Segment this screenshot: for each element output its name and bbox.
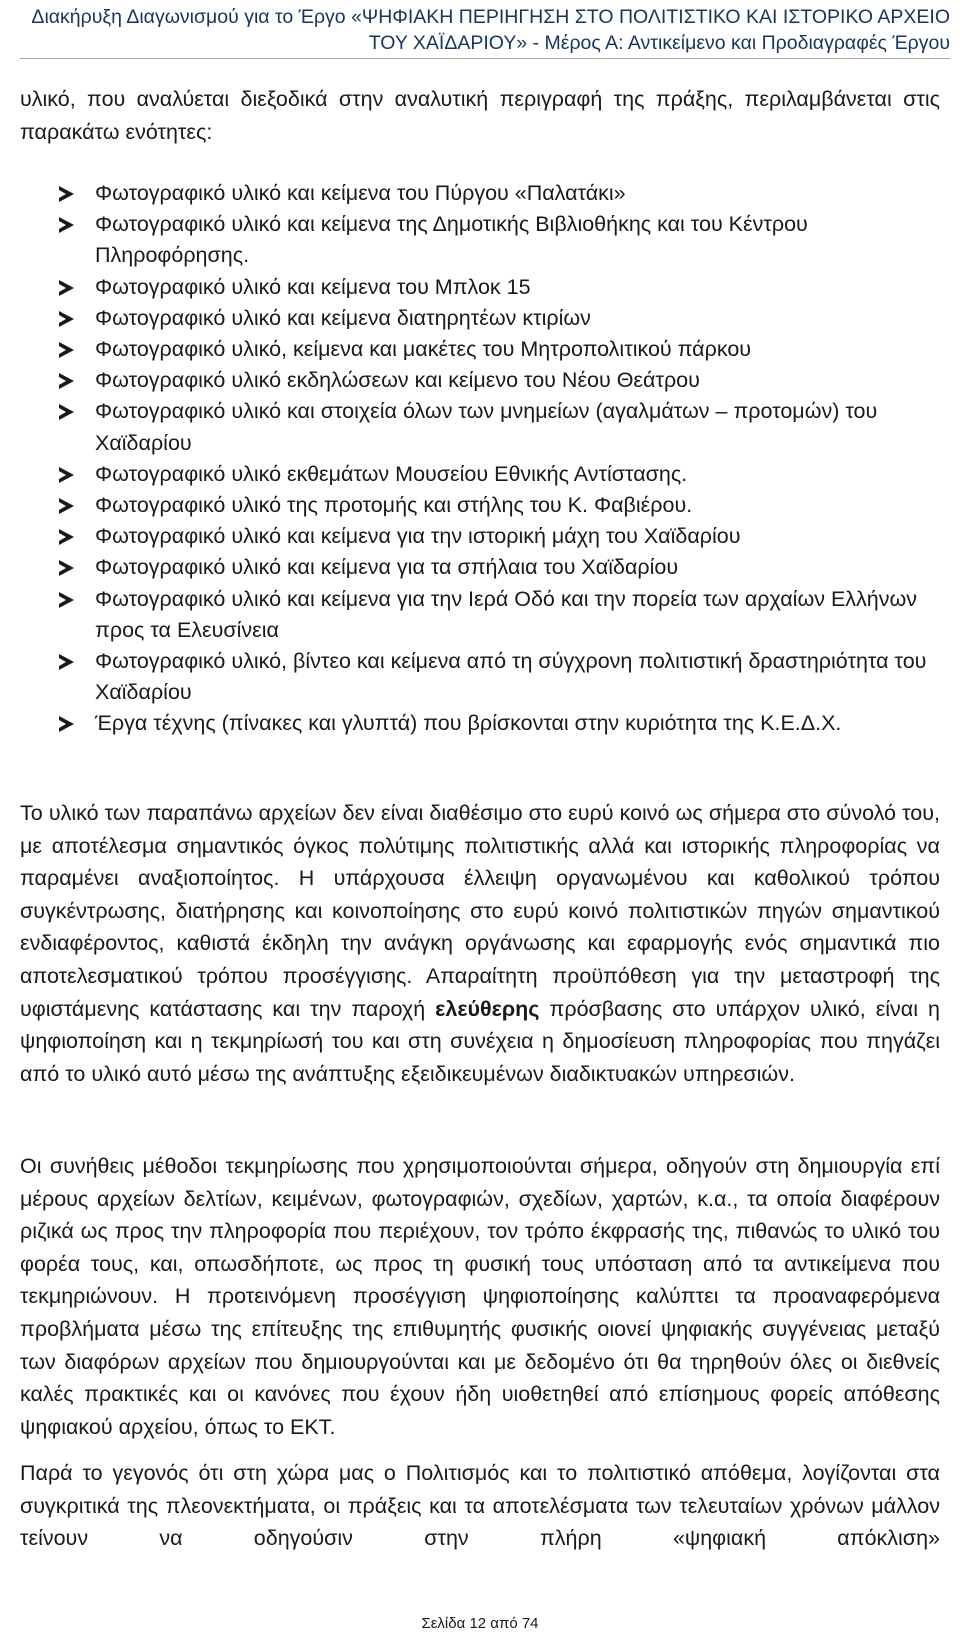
arrow-bullet-icon [59,280,74,296]
list-item: Φωτογραφικό υλικό εκθεμάτων Μουσείου Εθνικής Αντίστασης. [20,459,940,490]
arrow-bullet-icon [59,186,74,202]
list-item: Φωτογραφικό υλικό και στοιχεία όλων των μνημείων (αγαλμάτων – προτομών) του Χαϊδαρίου [20,396,940,458]
arrow-bullet-icon [59,404,74,420]
list-item: Φωτογραφικό υλικό, κείμενα και μακέτες του Μητροπολιτικού πάρκου [20,334,940,365]
list-item: Έργα τέχνης (πίνακες και γλυπτά) που βρίσκονται στην κυριότητα της Κ.Ε.Δ.Χ. [20,708,940,739]
list-item: Φωτογραφικό υλικό της προτομής και στήλης του Κ. Φαβιέρου. [20,490,940,521]
arrow-bullet-icon [59,498,74,514]
list-item: Φωτογραφικό υλικό και κείμενα για την ιστορική μάχη του Χαϊδαρίου [20,521,940,552]
paragraph-1-bold-word: ελεύθερης [435,996,540,1021]
header-line-2: ΤΟΥ ΧΑΪΔΑΡΙΟΥ» - Μέρος Α: Αντικείμενο και Προδιαγραφές Έργου [368,32,950,54]
arrow-bullet-icon [59,654,74,670]
paragraph-1-text-start: Το υλικό των παραπάνω αρχείων δεν είναι διαθέσιμο στο ευρύ κοινό ως σήμερα στο σύνολό του, με αποτέλεσμα σημαντικός όγκος πολύτιμης πολιτιστικής αλλά και ιστορικής πληροφορίας να παραμένει αναξιοποίητος. Η υπάρχουσα έλλειψη οργανωμένου και καθολικού τρόπου συγκέντρωσης, διατήρησης και κοινοποίησης στο ευρύ κοινό πολιτιστικών πηγών σημαντικού ενδιαφέροντος, καθιστά έκδηλη την ανάγκη οργάνωσης και εφαρμογής ενός σημαντικά πιο αποτελεσματικού τρόπου προσέγγισης. Απαραίτητη προϋπόθεση για την μεταστροφή της υφιστάμενης κατάστασης και την παροχή [20,801,940,1021]
intro-paragraph: υλικό, που αναλύεται διεξοδικά στην αναλυτική περιγραφή της πράξης, περιλαμβάνεται στις παρακάτω ενότητες: [20,87,940,144]
list-item: Φωτογραφικό υλικό και κείμενα του Πύργου «Παλατάκι» [20,178,940,209]
arrow-bullet-icon [59,529,74,545]
arrow-bullet-icon [59,311,74,327]
list-item: Φωτογραφικό υλικό και κείμενα για τα σπήλαια του Χαϊδαρίου [20,552,940,583]
list-item: Φωτογραφικό υλικό και κείμενα για την Ιερά Οδό και την πορεία των αρχαίων Ελλήνων προς τα Ελευσίνεια [20,584,940,646]
arrow-bullet-icon [59,716,74,732]
list-item: Φωτογραφικό υλικό και κείμενα της Δημοτικής Βιβλιοθήκης και του Κέντρου Πληροφόρησης. [20,209,940,271]
paragraph-3: Παρά το γεγονός ότι στη χώρα μας ο Πολιτισμός και το πολιτιστικό απόθεμα, λογίζονται στα συγκριτικά της πλεονεκτήματα, οι πράξεις και τα αποτελέσματα των τελευταίων χρόνων μάλλον τείνουν να οδηγούσιν στην πλήρη «ψηφιακή απόκλιση» [20,1461,940,1551]
page-header [20,4,950,59]
arrow-bullet-icon [59,467,74,483]
list-item: Φωτογραφικό υλικό, βίντεο και κείμενα από τη σύγχρονη πολιτιστική δραστηριότητα του Χαϊδαρίου [20,646,940,708]
paragraph-1-text-end: πρόσβασης στο υπάρχον υλικό, είναι η ψηφιοποίηση και η τεκμηρίωσή του και στη συνέχεια η δημοσίευση πληροφορίας που πηγάζει από το υλικό αυτό μέσω της ανάπτυξης εξειδικευμένων διαδικτυακών υπηρεσιών. [20,996,940,1086]
list-item: Φωτογραφικό υλικό εκδηλώσεων και κείμενο του Νέου Θεάτρου [20,365,940,396]
paragraph-2: Οι συνήθεις μέθοδοι τεκμηρίωσης που χρησιμοποιούνται σήμερα, οδηγούν στη δημιουργία επί μέρους αρχείων δελτίων, κειμένων, φωτογραφιών, σχεδίων, χαρτών, κ.α., τα οποία διαφέρουν ριζικά ως προς την πληροφορία που περιέχουν, τον τρόπο έκφρασής της, πιθανώς το υλικό του φορέα τους, και, οπωσδήποτε, ως προς τη φυσική τους υπόσταση από τα αντικείμενα που τεκμηριώνουν. Η προτεινόμενη προσέγγιση ψηφιοποίησης καλύπτει τα προαναφερόμενα προβλήματα μέσω της επίτευξης της επιθυμητής φυσικής οιονεί ψηφιακής συγγένειας μεταξύ των διαφόρων αρχείων που δημιουργούνται και με δεδομένο ότι θα τηρηθούν όλες οι διεθνείς καλές πρακτικές και οι κανόνες που έχουν ήδη υιοθετηθεί από επίσημους φορείς απόθεσης ψηφιακού αρχείου, όπως το ΕΚΤ. [20,1154,940,1439]
arrow-bullet-icon [59,592,74,608]
arrow-bullet-icon [59,342,74,358]
header-line-1: Διακήρυξη Διαγωνισμού για το Έργο «ΨΗΦΙΑΚΗ ΠΕΡΙΗΓΗΣΗ ΣΤΟ ΠΟΛΙΤΙΣΤΙΚΟ ΚΑΙ ΙΣΤΟΡΙΚΟ ΑΡΧΕΙΟ [31,6,950,28]
paragraph-1 [20,797,940,1090]
list-item: Φωτογραφικό υλικό και κείμενα του Μπλοκ 15 [20,272,940,303]
page-footer: Σελίδα 12 από 74 [421,1615,539,1632]
bullet-list [20,178,940,740]
arrow-bullet-icon [59,217,74,233]
arrow-bullet-icon [59,560,74,576]
list-item: Φωτογραφικό υλικό και κείμενα διατηρητέων κτιρίων [20,303,940,334]
arrow-bullet-icon [59,373,74,389]
